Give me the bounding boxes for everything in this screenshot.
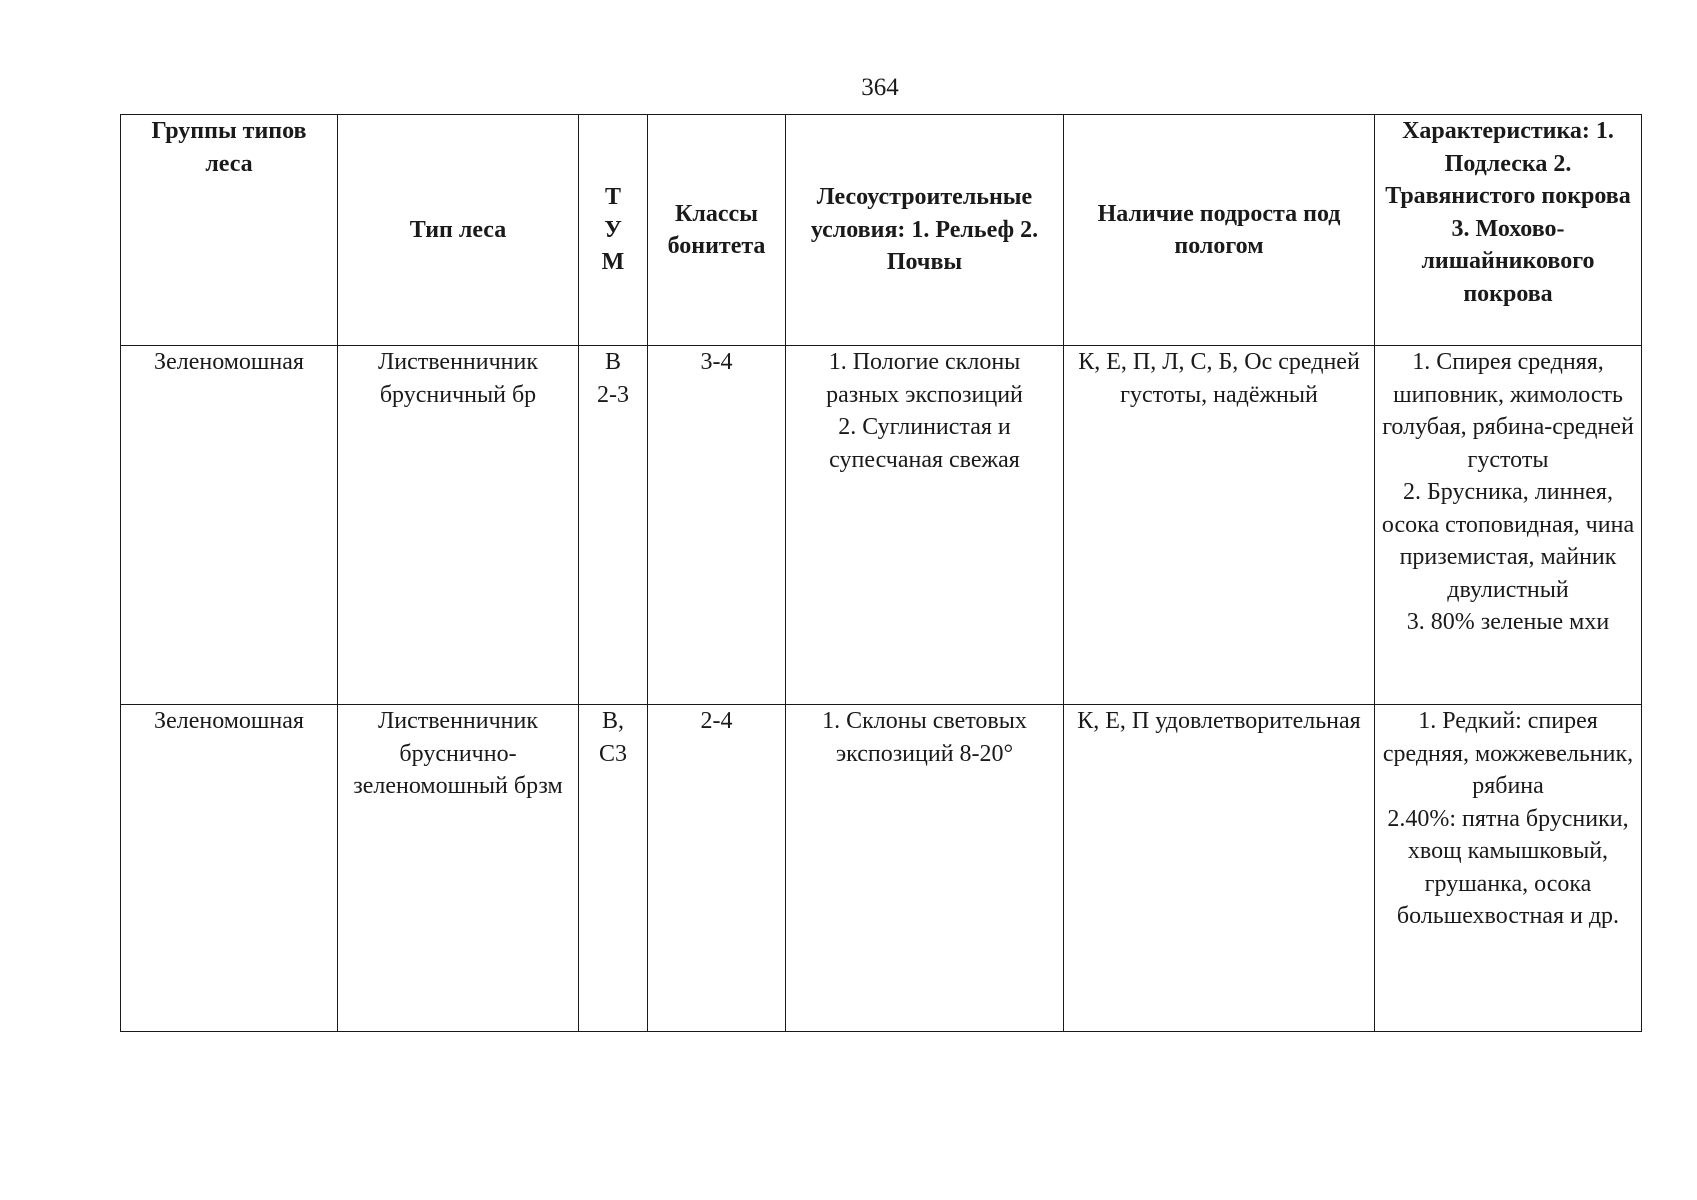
header-group: Группы типов леса <box>121 115 338 346</box>
table-row <box>121 705 1642 1032</box>
cell-group: Зеленомошная <box>121 705 338 1032</box>
cell-characteristics-item: 3. 80% зеленые мхи <box>1406 609 1610 635</box>
header-tum-line: М <box>601 249 625 276</box>
header-tum-line: У <box>604 216 622 243</box>
page-number: 364 <box>861 74 899 101</box>
cell-conditions <box>786 346 1064 705</box>
cell-group: Зеленомошная <box>121 346 338 705</box>
forest-types-table <box>120 114 1642 1032</box>
header-tum-line: Т <box>604 184 621 211</box>
cell-tum <box>579 705 648 1032</box>
cell-conditions-item: 1. Пологие склоны разных экспозиций <box>826 349 1023 408</box>
cell-characteristics <box>1375 346 1642 705</box>
cell-undergrowth-item: К, Е, П удовлетворительная <box>1077 708 1361 734</box>
cell-bonitet: 3-4 <box>648 346 786 705</box>
cell-characteristics <box>1375 705 1642 1032</box>
cell-characteristics-item: 2.40%: пятна брусники, хвощ камышковый, грушанка, осока большехвостная и др. <box>1387 805 1629 929</box>
cell-undergrowth-item: К, Е, П, Л, С, Б, Ос средней густоты, надёжный <box>1078 349 1360 408</box>
cell-undergrowth <box>1064 346 1375 705</box>
cell-characteristics-item: 1. Редкий: спирея средняя, можжевельник, рябина <box>1382 708 1634 799</box>
header-bonitet: Классы бонитета <box>648 115 786 346</box>
cell-conditions-item: 1. Склоны световых экспозиций 8-20° <box>822 708 1027 767</box>
header-undergrowth: Наличие подроста под пологом <box>1064 115 1375 346</box>
cell-undergrowth <box>1064 705 1375 1032</box>
table-row <box>121 346 1642 705</box>
cell-conditions-item: 2. Суглинистая и супесчаная свежая <box>829 414 1020 473</box>
header-type: Тип леса <box>338 115 579 346</box>
cell-type: Лиственничник брусничный бр <box>338 346 579 705</box>
cell-tum-line: В, <box>601 708 624 734</box>
cell-tum <box>579 346 648 705</box>
cell-conditions <box>786 705 1064 1032</box>
cell-tum-line: В <box>604 349 621 375</box>
header-conditions: Лесоустроительные условия: 1. Рельеф 2. Почвы <box>786 115 1064 346</box>
cell-tum-line: С3 <box>598 740 627 767</box>
cell-bonitet: 2-4 <box>648 705 786 1032</box>
cell-tum-line: 2-3 <box>597 381 629 408</box>
table-header-row <box>121 115 1642 346</box>
header-tum <box>579 115 648 346</box>
cell-characteristics-item: 2. Брусника, линнея, осока стоповидная, чина приземистая, майник двулистный <box>1381 479 1635 603</box>
cell-type: Лиственничник бруснично-зеленомошный брзм <box>338 705 579 1032</box>
header-characteristics: Характеристика: 1. Подлеска 2. Травянистого покрова 3. Мохово-лишайникового покрова <box>1375 115 1642 346</box>
cell-characteristics-item: 1. Спирея средняя, шиповник, жимолость голубая, рябина-средней густоты <box>1382 349 1634 473</box>
